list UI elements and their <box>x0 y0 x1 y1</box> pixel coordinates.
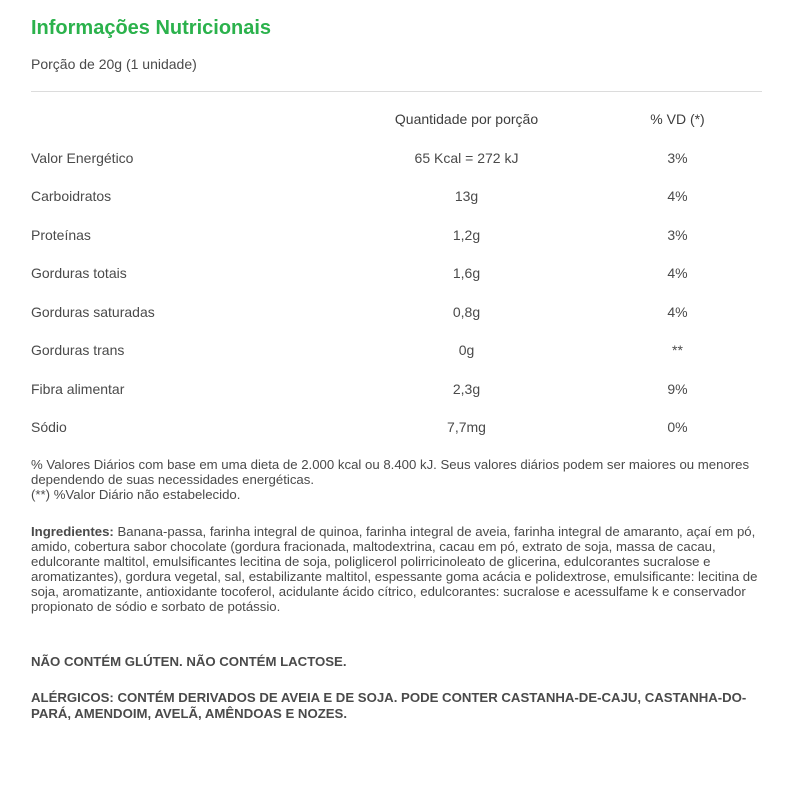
nutrient-name: Proteínas <box>31 226 91 243</box>
page-title: Informações Nutricionais <box>31 17 272 39</box>
nutrient-daily-value: 3% <box>667 149 688 166</box>
nutrient-quantity: 0,8g <box>452 303 481 320</box>
footnote-not-established: (**) %Valor Diário não estabelecido. <box>31 487 241 502</box>
allergens-notice: ALÉRGICOS: CONTÉM DERIVADOS DE AVEIA E DE SOJA. PODE CONTER CASTANHA-DE-CAJU, CASTANHA-DO-PARÁ, AMENDOIM, AVELÃ, AMÊNDOAS E NOZES. <box>31 690 747 721</box>
nutrient-quantity: 2,3g <box>452 380 481 397</box>
footnote-daily-values: % Valores Diários com base em uma dieta de 2.000 kcal ou 8.400 kJ. Seus valores diários podem ser maiores ou menores dependendo de suas necessidades energéticas. <box>31 457 750 487</box>
nutrient-quantity: 0g <box>458 342 475 359</box>
nutrient-daily-value: 0% <box>667 419 688 436</box>
table-row <box>31 370 769 409</box>
table-row <box>31 216 769 255</box>
nutrient-daily-value: 4% <box>667 303 688 320</box>
header-daily-value: % VD (*) <box>650 111 705 128</box>
nutrient-daily-value: 4% <box>667 265 688 282</box>
table-row <box>31 408 769 447</box>
header-quantity: Quantidade por porção <box>394 111 539 128</box>
daily-value-footnote <box>31 457 766 502</box>
nutrient-name: Sódio <box>31 419 67 436</box>
table-row <box>31 139 769 178</box>
nutrient-daily-value: 3% <box>667 226 688 243</box>
nutrient-quantity: 13g <box>454 188 479 205</box>
table-header-row <box>31 100 769 139</box>
ingredients-text: Banana-passa, farinha integral de quinoa, farinha integral de aveia, farinha integral de amaranto, açaí em pó, amido, cobertura sabor chocolate (gordura fracionada, maltodextrina, cacau em pó, extrato de soja, massa de cacau, edulcorante maltitol, emulsificantes lecitina de soja, poliglicerol polirricinoleato de glicerina, edulcorantes sucralose e aromatizantes), gordura vegetal, sal, estabilizante maltitol, espessante goma acácia e polidextrose, emulsificante: lecitina de soja, aromatizante, antioxidante tocoferol, acidulante ácido cítrico, edulcorantes: sucralose e acessulfame k e conservador propionato de sódio e sorbato de potássio. <box>31 524 758 614</box>
nutrient-name: Valor Energético <box>31 149 134 166</box>
ingredients-section <box>31 524 769 614</box>
table-row <box>31 293 769 332</box>
header-divider <box>31 91 762 92</box>
nutrient-daily-value: 4% <box>667 188 688 205</box>
gluten-lactose-notice: NÃO CONTÉM GLÚTEN. NÃO CONTÉM LACTOSE. <box>31 654 347 669</box>
table-row <box>31 331 769 370</box>
nutrient-name: Gorduras saturadas <box>31 303 155 320</box>
nutrient-daily-value: ** <box>672 342 683 359</box>
nutrient-name: Fibra alimentar <box>31 380 125 397</box>
nutrient-daily-value: 9% <box>667 380 688 397</box>
serving-size: Porção de 20g (1 unidade) <box>31 56 197 72</box>
nutrient-quantity: 1,6g <box>452 265 481 282</box>
nutrient-name: Carboidratos <box>31 188 112 205</box>
ingredients-label: Ingredientes: <box>31 524 114 539</box>
nutrient-quantity: 65 Kcal = 272 kJ <box>414 149 519 166</box>
nutrient-quantity: 7,7mg <box>447 419 486 436</box>
table-row <box>31 254 769 293</box>
nutrition-table <box>31 100 769 447</box>
nutrient-name: Gorduras totais <box>31 265 127 282</box>
nutrient-quantity: 1,2g <box>452 226 481 243</box>
nutrient-name: Gorduras trans <box>31 342 125 359</box>
header-nutrient <box>31 100 347 139</box>
table-row <box>31 177 769 216</box>
